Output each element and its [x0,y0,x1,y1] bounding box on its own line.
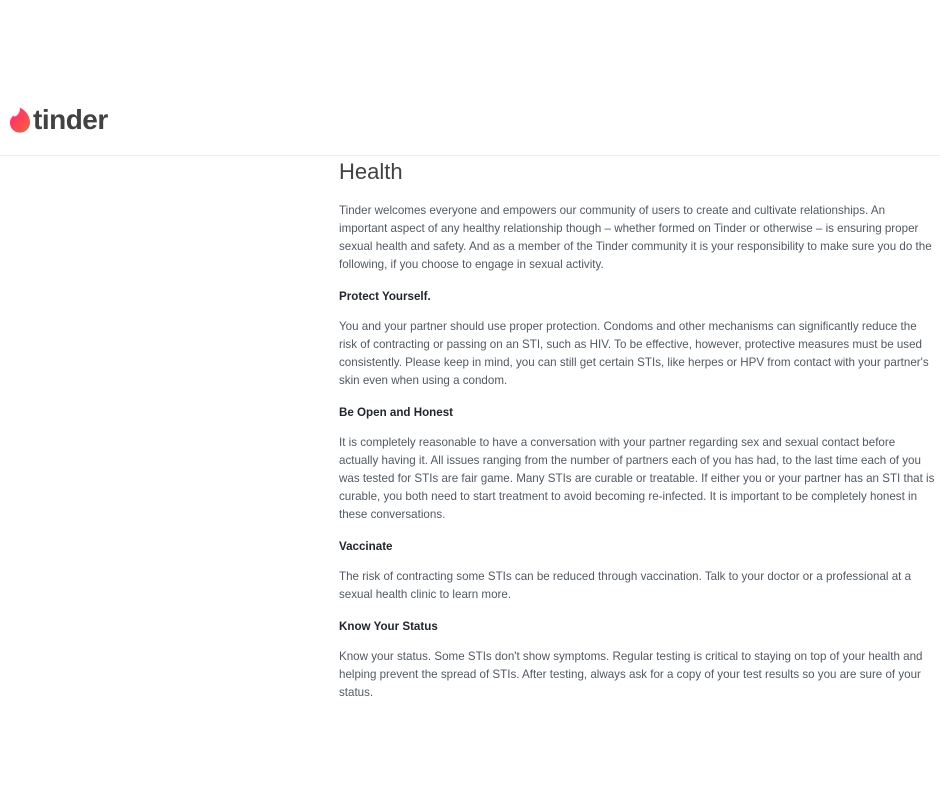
section-heading-vaccinate: Vaccinate [339,540,393,553]
section-body-vaccinate: The risk of contracting some STIs can be reduced through vaccination. Talk to your doctor or a professional at a sexual health clinic to learn more. [339,570,912,601]
section-heading-know-your-status: Know Your Status [339,620,438,633]
flame-icon [9,107,31,133]
page-title: Health [339,159,403,184]
intro-paragraph: Tinder welcomes everyone and empowers our community of users to create and cultivate relationships. An important aspect of any healthy relationship though – whether formed on Tinder or otherwise – is ensuring proper sexual health and safety. And as a member of the Tinder community it is your responsibility to make sure you do the following, if you choose to engage in sexual activity. [339,204,932,271]
section-heading-be-open-and-honest: Be Open and Honest [339,406,454,419]
section-body-protect-yourself: You and your partner should use proper protection. Condoms and other mechanisms can significantly reduce the risk of contracting or passing on an STI, such as HIV. To be effective, however, protective measures must be used consistently. Please keep in mind, you can still get certain STIs, like herpes or HPV from contact with your partner's skin even when using a condom. [339,320,929,387]
tinder-logo-link[interactable] [9,106,108,134]
section-body-know-your-status: Know your status. Some STIs don't show symptoms. Regular testing is critical to staying on top of your health and helping prevent the spread of STIs. After testing, always ask for a copy of your test results so you are sure of your status. [339,650,923,699]
section-heading-protect-yourself: Protect Yourself. [339,290,431,303]
section-body-be-open-and-honest: It is completely reasonable to have a conversation with your partner regarding sex and sexual contact before actually having it. All issues ranging from the number of partners each of you has had, to the last time each of you was tested for STIs are fair game. Many STIs are curable or treatable. If either you or your partner has an STI that is curable, you both need to start treatment to avoid becoming re-infected. It is important to be completely honest in these conversations. [339,436,935,521]
site-header [0,0,940,156]
logo-wordmark: tinder [33,104,108,135]
article-content [339,156,935,702]
